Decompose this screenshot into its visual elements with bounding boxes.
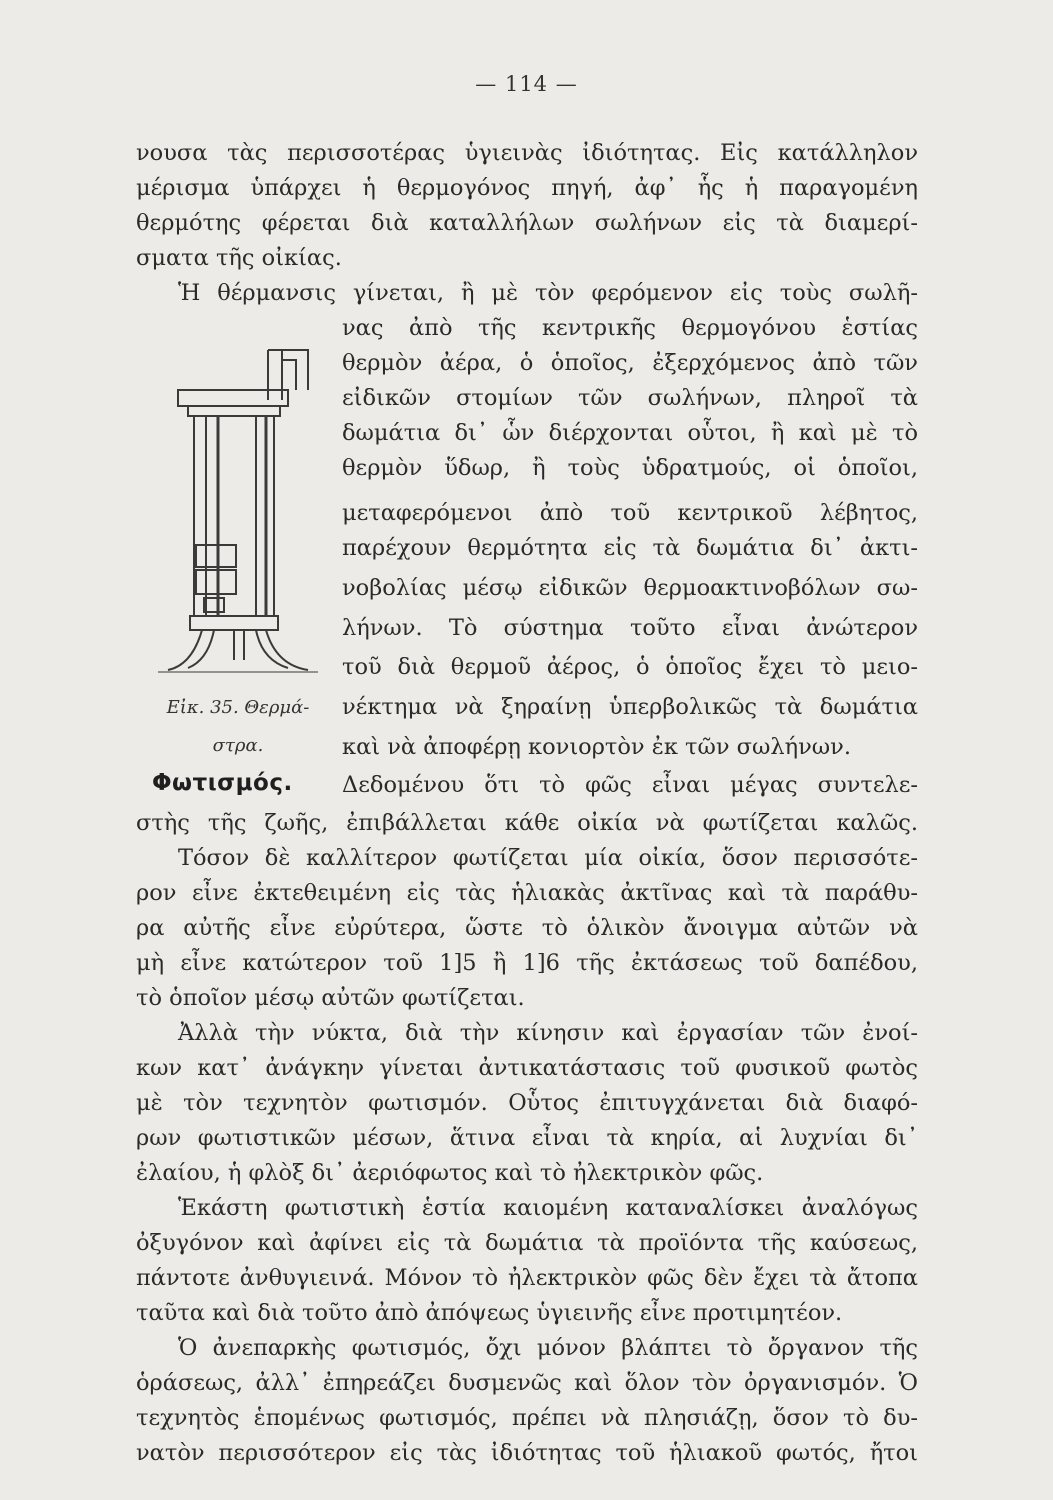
text-line: θερμότης φέρεται διὰ καταλλήλων σωλήνων εἰς τὰ διαμερί- (136, 210, 918, 236)
text-line: ὀξυγόνον καὶ ἀφίνει εἰς τὰ δωμάτια τὰ προϊόντα τῆς καύσεως, (136, 1230, 918, 1256)
stove-top-cap (178, 390, 288, 406)
text-line: ρον εἶνε ἐκτεθειμένη εἰς τὰς ἡλιακὰς ἀκτῖνας καὶ τὰ παράθυ- (136, 880, 918, 906)
text-line: μέρισμα ὑπάρχει ἡ θερμογόνος πηγή, ἀφ᾽ ἧς ἡ παραγομένη (136, 175, 918, 201)
text-line: νοβολίας μέσῳ εἰδικῶν θερμοακτινοβόλων σω- (342, 575, 918, 601)
text-line: ταῦτα καὶ διὰ τοῦτο ἀπὸ ἀπόψεως ὑγιεινῆς εἶνε προτιμητέον. (136, 1300, 843, 1326)
text-line: σματα τῆς οἰκίας. (136, 245, 342, 271)
text-line: εἰδικῶν στομίων τῶν σωλήνων, πληροῖ τὰ (342, 385, 918, 411)
text-line: λήνων. Τὸ σύστημα τοῦτο εἶναι ἀνώτερον (342, 615, 918, 641)
text-line: καὶ νὰ ἀποφέρῃ κονιορτὸν ἐκ τῶν σωλήνων. (342, 734, 851, 760)
section-heading: Φωτισμός. (152, 770, 293, 796)
text-line: ἐλαίου, ἡ φλὸξ δι᾽ ἀεριόφωτος καὶ τὸ ἠλεκτρικὸν φῶς. (136, 1160, 764, 1186)
text-line: ὁράσεως, ἀλλ᾽ ἐπηρεάζει δυσμενῶς καὶ ὅλον τὸν ὀργανισμόν. Ὁ (136, 1370, 918, 1396)
text-line: νας ἀπὸ τῆς κεντρικῆς θερμογόνου ἑστίας (342, 315, 918, 341)
text-line: Δεδομένου ὅτι τὸ φῶς εἶναι μέγας συντελε- (342, 772, 918, 798)
text-line: νατὸν περισσότερον εἰς τὰς ἰδιότητας τοῦ ἡλιακοῦ φωτός, ἤτοι (136, 1440, 918, 1466)
stove-base (190, 616, 278, 630)
figure-caption: Εἰκ. 35. Θερμά- (166, 697, 310, 718)
text-line: δωμάτια δι᾽ ὧν διέρχονται οὗτοι, ἢ καὶ μὲ τὸ (342, 420, 918, 446)
text-line: Ὁ ἀνεπαρκὴς φωτισμός, ὄχι μόνον βλάπτει τὸ ὄργανον τῆς (178, 1335, 918, 1361)
stove-illustration (148, 330, 328, 690)
text-line: νουσα τὰς περισσοτέρας ὑγιεινὰς ἰδιότητας. Εἰς κατάλληλον (136, 140, 918, 166)
text-line: μὲ τὸν τεχνητὸν φωτισμόν. Οὗτος ἐπιτυγχάνεται διὰ διαφό- (136, 1090, 918, 1116)
text-line: στὴς τῆς ζωῆς, ἐπιβάλλεται κάθε οἰκία νὰ φωτίζεται καλῶς. (136, 810, 918, 836)
text-line: Τόσον δὲ καλλίτερον φωτίζεται μία οἰκία, ὅσον περισσότε- (178, 845, 918, 871)
page-number: — 114 — (475, 72, 578, 96)
text-line: μὴ εἶνε κατώτερον τοῦ 1]5 ἢ 1]6 τῆς ἐκτάσεως τοῦ δαπέδου, (136, 950, 918, 976)
text-line: θερμὸν ἀέρα, ὁ ὁποῖος, ἐξερχόμενος ἀπὸ τῶν (342, 350, 918, 376)
text-line: τοῦ διὰ θερμοῦ ἀέρος, ὁ ὁποῖος ἔχει τὸ μειο- (342, 654, 918, 680)
text-line: κων κατ᾽ ἀνάγκην γίνεται ἀντικατάστασις τοῦ φυσικοῦ φωτὸς (136, 1055, 918, 1081)
text-line: μεταφερόμενοι ἀπὸ τοῦ κεντρικοῦ λέβητος, (342, 500, 918, 526)
text-line: Ἡ θέρμανσις γίνεται, ἢ μὲ τὸν φερόμενον εἰς τοὺς σωλῆ- (178, 280, 918, 306)
text-line: τὸ ὁποῖον μέσῳ αὐτῶν φωτίζεται. (136, 985, 525, 1011)
text-line: ρων φωτιστικῶν μέσων, ἅτινα εἶναι τὰ κηρία, αἱ λυχνίαι δι᾽ (136, 1125, 918, 1151)
text-line: τεχνητὸς ἑπομένως φωτισμός, πρέπει νὰ πλησιάζῃ, ὅσον τὸ δυ- (136, 1405, 918, 1431)
text-line: παρέχουν θερμότητα εἰς τὰ δωμάτια δι᾽ ἀκτι- (342, 535, 918, 561)
figure-caption-continued: στρα. (212, 735, 264, 756)
text-line: Ἑκάστη φωτιστικὴ ἑστία καιομένη καταναλίσκει ἀναλόγως (178, 1195, 918, 1221)
stove-door (196, 545, 236, 567)
text-line: νέκτημα νὰ ξηραίνῃ ὑπερβολικῶς τὰ δωμάτια (342, 694, 918, 720)
text-line: θερμὸν ὕδωρ, ἢ τοὺς ὑδρατμούς, οἱ ὁποῖοι, (342, 455, 918, 481)
text-line: ρα αὐτῆς εἶνε εὐρύτερα, ὥστε τὸ ὁλικὸν ἄνοιγμα αὐτῶν νὰ (136, 915, 918, 941)
text-line: Ἀλλὰ τὴν νύκτα, διὰ τὴν κίνησιν καὶ ἐργασίαν τῶν ἐνοί- (178, 1020, 918, 1046)
text-line: πάντοτε ἀνθυγιεινά. Μόνον τὸ ἠλεκτρικὸν φῶς δὲν ἔχει τὰ ἄτοπα (136, 1265, 918, 1291)
